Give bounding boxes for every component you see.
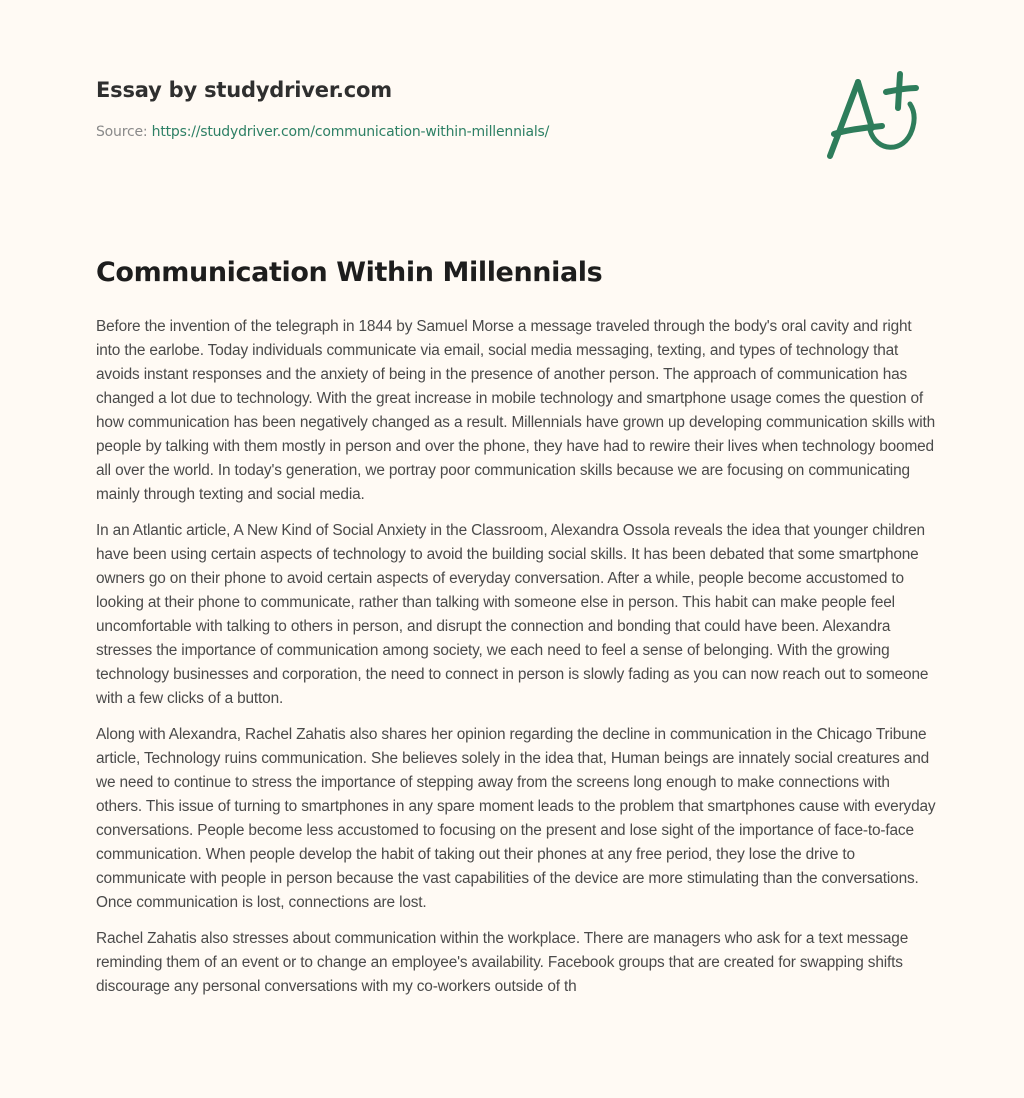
source-label: Source:	[96, 124, 148, 140]
essay-title: Communication Within Millennials	[96, 257, 603, 288]
essay-body	[96, 315, 936, 1011]
site-title: Essay by studydriver.com	[96, 78, 392, 102]
source-link[interactable]: https://studydriver.com/communication-within-millennials/	[151, 124, 550, 140]
essay-paragraph: Before the invention of the telegraph in 1844 by Samuel Morse a message traveled through the body's oral cavity and right into the earlobe. Today individuals communicate via email, social media messaging, texting, and types of technology that avoids instant responses and the anxiety of being in the presence of another person. The approach of communication has changed a lot due to technology. With the great increase in mobile technology and smartphone usage comes the question of how communication has been negatively changed as a result. Millennials have grown up developing communication skills with people by talking with them mostly in person and over the phone, they have had to rewire their lives when technology boomed all over the world. In today's generation, we portray poor communication skills because we are focusing on communicating mainly through texting and social media.	[96, 318, 936, 503]
source-line	[96, 122, 796, 142]
essay-paragraph: Along with Alexandra, Rachel Zahatis also shares her opinion regarding the decline in communication in the Chicago Tribune article, Technology ruins communication. She believes solely in the idea that, Human beings are innately social creatures and we need to continue to stress the importance of stepping away from the screens long enough to make connections with others. This issue of turning to smartphones in any spare moment leads to the problem that smartphones cause with everyday conversations. People become less accustomed to focusing on the present and lose sight of the importance of face-to-face communication. When people develop the habit of taking out their phones at any free period, they lose the drive to communicate with people in person because the vast capabilities of the device are more stimulating than the conversations. Once communication is lost, connections are lost.	[96, 726, 936, 911]
page-header	[96, 74, 796, 142]
a-plus-grade-icon	[822, 68, 926, 164]
essay-paragraph: Rachel Zahatis also stresses about communication within the workplace. There are managers who ask for a text message reminding them of an event or to change an employee's availability. Facebook groups that are created for swapping shifts discourage any personal conversations with my co-workers outside of th	[96, 930, 909, 995]
essay-paragraph: In an Atlantic article, A New Kind of Social Anxiety in the Classroom, Alexandra Ossola reveals the idea that younger children have been using certain aspects of technology to avoid the building social skills. It has been debated that some smartphone owners go on their phone to avoid certain aspects of everyday conversation. After a while, people become accustomed to looking at their phone to communicate, rather than talking with someone else in person. This habit can make people feel uncomfortable with talking to others in person, and disrupt the connection and bonding that could have been. Alexandra stresses the importance of communication among society, we each need to feel a sense of belonging. With the growing technology businesses and corporation, the need to connect in person is slowly fading as you can now reach out to someone with a few clicks of a button.	[96, 522, 929, 707]
